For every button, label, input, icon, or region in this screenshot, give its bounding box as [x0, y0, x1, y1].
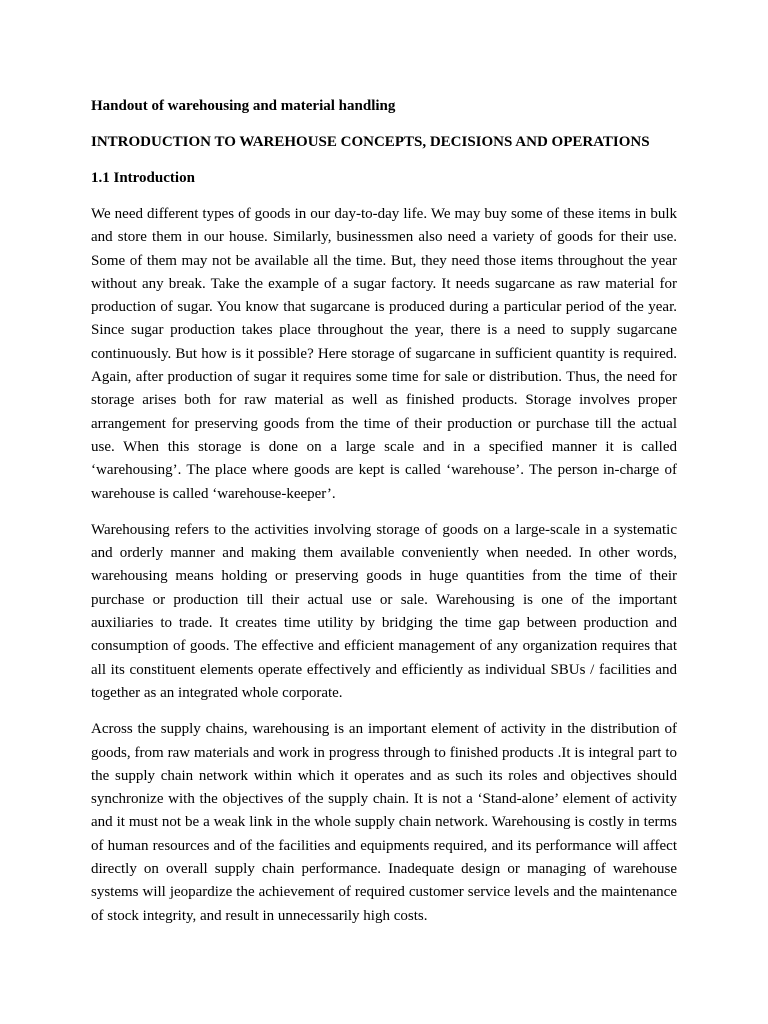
- paragraph-3: Across the supply chains, warehousing is an important element of activity in the distribution of goods, from raw materials and work in progress through to finished products .It is integral part to the supply chain network within which it operates and as such its roles and objectives should synchronize with the objectives of the supply chain. It is not a ‘Stand-alone’ element of activity and it must not be a weak link in the whole supply chain network. Warehousing is costly in terms of human resources and of the facilities and equipments required, and its performance will affect directly on overall supply chain performance. Inadequate design or managing of warehouse systems will jeopardize the achievement of required customer service levels and the maintenance of stock integrity, and result in unnecessarily high costs.: [91, 721, 677, 924]
- document-page: [91, 96, 677, 941]
- document-title: Handout of warehousing and material handling: [91, 98, 396, 114]
- section-heading: 1.1 Introduction: [91, 170, 195, 186]
- chapter-heading: INTRODUCTION TO WAREHOUSE CONCEPTS, DECISIONS AND OPERATIONS: [91, 134, 650, 150]
- paragraph-1: We need different types of goods in our day-to-day life. We may buy some of these items in bulk and store them in our house. Similarly, businessmen also need a variety of goods for their use. Some of them may not be available all the time. But, they need those items throughout the year without any break. Take the example of a sugar factory. It needs sugarcane as raw material for production of sugar. You know that sugarcane is produced during a particular period of the year. Since sugar production takes place throughout the year, there is a need to supply sugarcane continuously. But how is it possible? Here storage of sugarcane in sufficient quantity is required. Again, after production of sugar it requires some time for sale or distribution. Thus, the need for storage arises both for raw material as well as finished products. Storage involves proper arrangement for preserving goods from the time of their production or purchase till the actual use. When this storage is done on a large scale and in a specified manner it is called ‘warehousing’. The place where goods are kept is called ‘warehouse’. The person in-charge of warehouse is called ‘warehouse-keeper’.: [91, 206, 677, 502]
- paragraph-2: Warehousing refers to the activities involving storage of goods on a large-scale in a systematic and orderly manner and making them available conveniently when needed. In other words, warehousing means holding or preserving goods in huge quantities from the time of their purchase or production till their actual use or sale. Warehousing is one of the important auxiliaries to trade. It creates time utility by bridging the time gap between production and consumption of goods. The effective and efficient management of any organization requires that all its constituent elements operate effectively and efficiently as individual SBUs / facilities and together as an integrated whole corporate.: [91, 521, 677, 701]
